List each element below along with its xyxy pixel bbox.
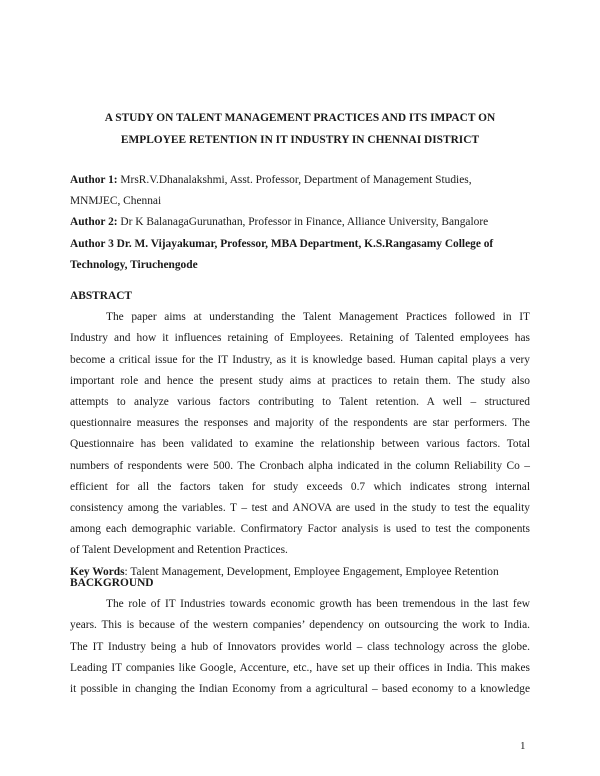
keywords-label: Key Words bbox=[70, 565, 125, 578]
background-line: The IT Industry being a hub of Innovators provides world – class technology across the globe. bbox=[70, 640, 530, 653]
abstract-line: important role and hence the present study aims at practices to retain them. The study also bbox=[70, 374, 530, 387]
author-1-label: Author 1: bbox=[70, 174, 118, 186]
abstract-section bbox=[70, 286, 530, 583]
background-line: The role of IT Industries towards economic growth has been tremendous in the last few bbox=[106, 598, 530, 611]
background-line: years. This is because of the western companies’ dependency on outsourcing the work to India. bbox=[70, 619, 530, 632]
background-heading: BACKGROUND bbox=[70, 577, 154, 589]
page-number: 1 bbox=[520, 740, 526, 752]
background-line: Leading IT companies like Google, Accenture, etc., have set up their offices in India. This makes bbox=[70, 661, 530, 674]
background-line: it possible in changing the Indian Economy from a agricultural – based economy to a knowledge bbox=[70, 683, 530, 696]
abstract-line: become a critical issue for the IT Industry, as it is knowledge based. Human capital plays a very bbox=[70, 353, 530, 366]
keywords-text: : Talent Management, Development, Employee Engagement, Employee Retention bbox=[124, 565, 499, 578]
author-1-text: MrsR.V.Dhanalakshmi, Asst. Professor, Department of Management Studies, bbox=[117, 174, 472, 186]
abstract-line: among each demographic variable. Confirmatory Factor analysis is used to test the components bbox=[70, 523, 530, 536]
author-1-line-1 bbox=[70, 170, 530, 191]
author-2-label: Author 2: bbox=[70, 216, 118, 229]
author-3-line-2: Technology, Tiruchengode bbox=[70, 258, 198, 271]
abstract-line: Questionnaire has been validated to examine the relationship between various factors. Total bbox=[70, 438, 530, 451]
abstract-line: attempts to analyze various factors contributing to Talent retention. A well – structured bbox=[70, 396, 530, 409]
authors-section bbox=[70, 170, 530, 276]
abstract-line: The paper aims at understanding the Talent Management Practices followed in IT bbox=[106, 311, 530, 324]
paper-title bbox=[60, 107, 540, 151]
title-line-2: EMPLOYEE RETENTION IN IT INDUSTRY IN CHENNAI DISTRICT bbox=[120, 134, 480, 146]
author-2-text: Dr K BalanagaGurunathan, Professor in Finance, Alliance University, Bangalore bbox=[117, 216, 489, 229]
background-section bbox=[70, 573, 530, 700]
abstract-line: Industry and how it influences retaining of Employees. Retaining of Talented employees has bbox=[70, 332, 530, 345]
author-3-line-1: Author 3 Dr. M. Vijayakumar, Professor, MBA Department, K.S.Rangasamy College of bbox=[70, 237, 494, 250]
author-1-line-2: MNMJEC, Chennai bbox=[70, 195, 162, 208]
abstract-line: questionnaire measures the responses and majority of the respondents are star performers. The bbox=[70, 417, 530, 430]
abstract-line: efficient for all the factors taken for study exceeds 0.7 which indicates strong internal bbox=[70, 480, 530, 493]
abstract-line: consistency among the variables. T – test and ANOVA are used in the study to test the equality bbox=[70, 502, 530, 515]
author-2-line bbox=[70, 212, 530, 233]
abstract-heading: ABSTRACT bbox=[70, 290, 133, 302]
abstract-line: numbers of respondents were 500. The Cronbach alpha indicated in the column Reliability Co – bbox=[70, 459, 530, 472]
abstract-line: of Talent Development and Retention Practices. bbox=[70, 544, 288, 557]
title-line-1: A STUDY ON TALENT MANAGEMENT PRACTICES AND ITS IMPACT ON bbox=[104, 112, 496, 124]
